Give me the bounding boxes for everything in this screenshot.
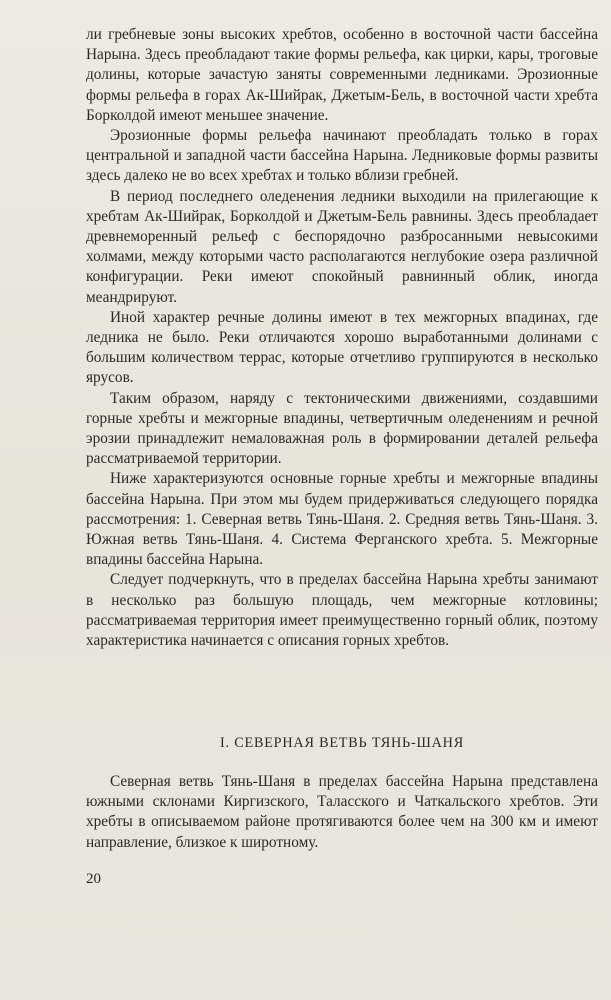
paragraph-summary: Таким образом, наряду с тектоническими движениями, создавшими горные хребты и межгорные впадины, четвертичным оледенениям и речной эрозии принадлежит немаловажная роль в формировании деталей рельефа рассматриваемой территории. xyxy=(86,389,598,468)
paragraph-erosion-forms: Эрозионные формы рельефа начинают преобладать только в горах центральной и западной части бассейна Нарына. Ледниковые формы развиты здесь далеко не во всех хребтах и только вблизи гребней. xyxy=(86,127,598,185)
paragraph-last-glaciation: В период последнего оледенения ледники выходили на прилегающие к хребтам Ак-Шийрак, Борколдой и Джетым-Бель равнины. Здесь преобладает древнеморенный рельеф с беспорядочно разбросанными невысокими холмами, между которыми часто располагаются неглубокие озера различной конфигурации. Реки имеют спокойный равнинный облик, иногда меандрируют. xyxy=(86,187,598,306)
page-number: 20 xyxy=(86,871,101,887)
body-text xyxy=(86,25,598,651)
section-heading: I. СЕВЕРНАЯ ВЕТВЬ ТЯНЬ-ШАНЯ xyxy=(220,735,464,751)
paragraph-order-of-review: Ниже характеризуются основные горные хребты и межгорные впадины бассейна Нарына. При этом мы будем придерживаться следующего порядка рассмотрения: 1. Северная ветвь Тянь-Шаня. 2. Средняя ветвь Тянь-Шаня. 3. Южная ветвь Тянь-Шаня. 4. Система Ферганского хребта. 5. Межгорные впадины бассейна Нарына. xyxy=(86,470,598,569)
paragraph-emphasis: Следует подчеркнуть, что в пределах бассейна Нарына хребты занимают в несколько раз большую площадь, чем межгорные котловины; рассматриваемая территория имеет преимущественно горный облик, поэтому характеристика начинается с описания горных хребтов. xyxy=(86,571,598,650)
section-body xyxy=(86,772,598,853)
paragraph-river-valleys: Иной характер речные долины имеют в тех межгорных впадинах, где ледника не было. Реки отличаются хорошо выработанными долинами с большим количеством террас, которые отчетливо группируются в несколько ярусов. xyxy=(86,308,598,387)
paragraph-continued: ли гребневые зоны высоких хребтов, особенно в восточной части бассейна Нарына. Здесь преобладают такие формы рельефа, как цирки, кары, троговые долины, которые зачастую заняты современными ледниками. Эрозионные формы рельефа в горах Ак-Шийрак, Джетым-Бель, в восточной части хребта Борколдой имеют меньшее значение. xyxy=(86,26,598,124)
paragraph-northern-branch: Северная ветвь Тянь-Шаня в пределах бассейна Нарына представлена южными склонами Киргизского, Таласского и Чаткальского хребтов. Эти хребты в описываемом районе протягиваются более чем на 300 км и имеют направление, близкое к широтному. xyxy=(86,773,598,851)
